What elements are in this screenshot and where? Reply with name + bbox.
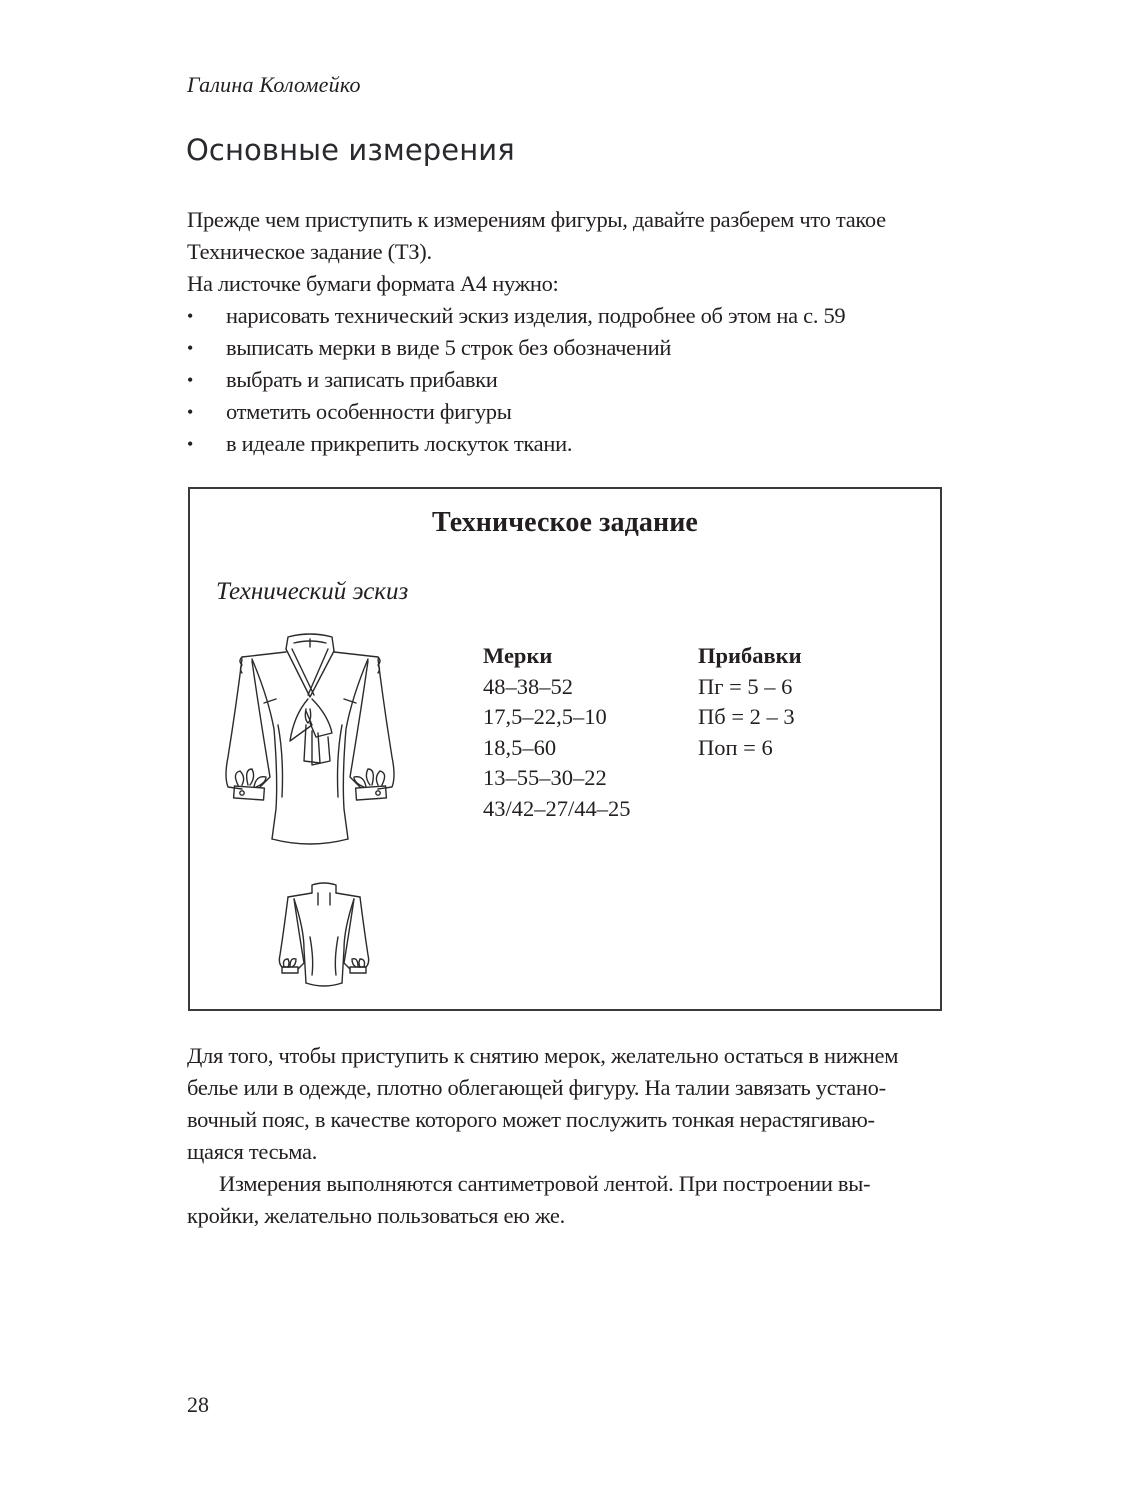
- intro-line: На листочке бумаги формата А4 нужно:: [187, 271, 559, 296]
- intro-line: Техническое задание (ТЗ).: [187, 239, 432, 264]
- outro-paragraphs: [187, 1040, 957, 1232]
- blouse-front-sketch-icon: [220, 627, 400, 852]
- measurement-row: 13–55–30–22: [483, 765, 607, 790]
- bullet-icon: •: [187, 402, 194, 422]
- allowance-row: Пб = 2 – 3: [698, 704, 795, 729]
- measurement-row: 18,5–60: [483, 734, 557, 760]
- list-item: [187, 396, 845, 428]
- bullet-icon: •: [187, 434, 194, 454]
- tz-title: Техническое задание: [432, 507, 698, 538]
- outro-line: Измерения выполняются сантиметровой лентой. При построении вы-: [219, 1171, 871, 1196]
- allowances-column: [698, 641, 802, 763]
- outro-line: вочный пояс, в качестве которого может послужить тонкая нерастягиваю-: [187, 1107, 875, 1132]
- list-item-text: отметить особенности фигуры: [226, 399, 512, 424]
- allowance-row: Поп = 6: [698, 734, 773, 760]
- outro-line: кройки, желательно пользоваться ею же.: [187, 1203, 565, 1228]
- page-number: 28: [187, 1392, 209, 1417]
- list-item-text: нарисовать технический эскиз изделия, подробнее об этом на с. 59: [226, 303, 846, 328]
- bullet-icon: •: [187, 306, 194, 326]
- requirements-list: [187, 300, 845, 460]
- list-item-text: в идеале прикрепить лоскуток ткани.: [226, 431, 573, 456]
- section-title: Основные измерения: [186, 133, 515, 167]
- intro-paragraph: [187, 204, 957, 300]
- bullet-icon: •: [187, 338, 194, 358]
- list-item: [187, 364, 845, 396]
- outro-line: Для того, чтобы приступить к снятию мерок, желательно остаться в нижнем: [187, 1043, 899, 1068]
- outro-line: белье или в одежде, плотно облегающей фигуру. На талии завязать устано-: [187, 1075, 886, 1100]
- technical-assignment-box: [188, 487, 942, 1011]
- running-head-author: Галина Коломейко: [187, 72, 361, 97]
- measurement-row: 48–38–52: [483, 673, 573, 699]
- allowance-row: Пг = 5 – 6: [698, 673, 793, 699]
- measurements-column: [483, 641, 631, 824]
- outro-line: щаяся тесьма.: [187, 1139, 318, 1164]
- list-item: [187, 300, 845, 332]
- measurement-row: 17,5–22,5–10: [483, 704, 607, 729]
- list-item: [187, 428, 845, 460]
- list-item-text: выбрать и записать прибавки: [226, 367, 498, 392]
- blouse-back-sketch-icon: [274, 879, 374, 991]
- measurements-heading: Мерки: [483, 643, 553, 668]
- bullet-icon: •: [187, 370, 194, 390]
- list-item-text: выписать мерки в виде 5 строк без обозначений: [226, 335, 672, 360]
- intro-line: Прежде чем приступить к измерениям фигуры, давайте разберем что такое: [187, 207, 886, 232]
- measurement-row: 43/42–27/44–25: [483, 795, 631, 821]
- allowances-heading: Прибавки: [698, 643, 802, 668]
- list-item: [187, 332, 845, 364]
- tz-subtitle: Технический эскиз: [216, 578, 409, 605]
